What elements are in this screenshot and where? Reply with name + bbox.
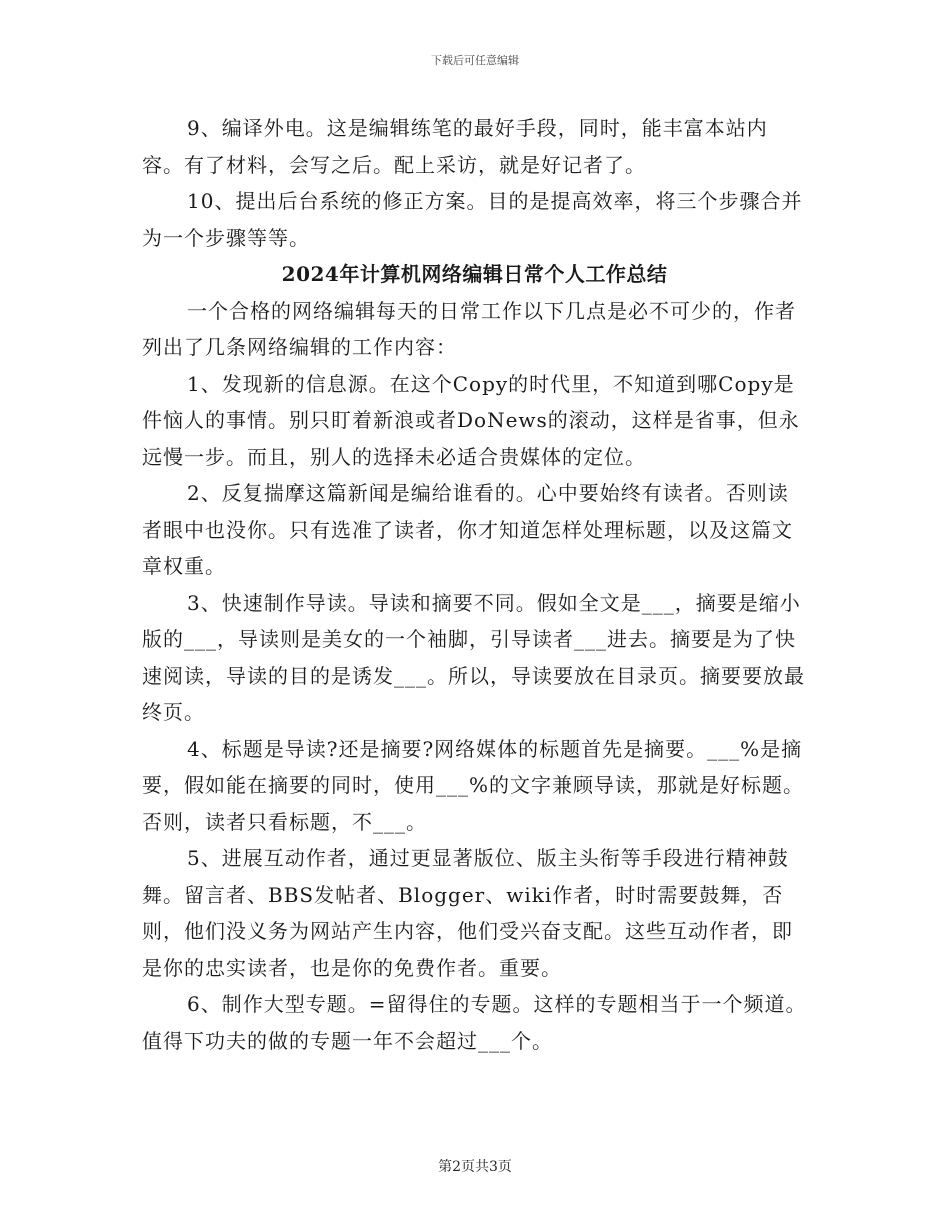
paragraph-item-10: 10、提出后台系统的修正方案。目的是提高效率，将三个步骤合并为一个步骤等等。 bbox=[142, 189, 803, 250]
section-title: 2024年计算机网络编辑日常个人工作总结 bbox=[281, 262, 668, 286]
paragraph-intro: 一个合格的网络编辑每天的日常工作以下几点是必不可少的，作者列出了几条网络编辑的工作内容： bbox=[142, 298, 796, 359]
paragraph-item-3: 3、快速制作导读。导读和摘要不同。假如全文是___，摘要是缩小版的___，导读则是美女的一个袖脚，引导读者___进去。摘要是为了快速阅读，导读的目的是诱发___。所以，导读要放在目录页。摘要要放最终页。 bbox=[142, 590, 805, 724]
paragraph-item-5: 5、进展互动作者，通过更显著版位、版主头衔等手段进行精神鼓舞。留言者、BBS发帖者、Blogger、wiki作者，时时需要鼓舞，否则，他们没义务为网站产生内容，他们受兴奋支配。这些互动作者，即是你的忠实读者，也是你的免费作者。重要。 bbox=[142, 846, 793, 980]
paragraph-item-1: 1、发现新的信息源。在这个Copy的时代里，不知道到哪Copy是件恼人的事情。别只盯着新浪或者DoNews的滚动，这样是省事，但永远慢一步。而且，别人的选择未必适合贵媒体的定位。 bbox=[142, 371, 800, 469]
page-header: 下载后可任意编辑 bbox=[431, 54, 519, 67]
paragraph-item-6: 6、制作大型专题。=留得住的专题。这样的专题相当于一个频道。值得下功夫的做的专题一年不会超过___个。 bbox=[142, 992, 807, 1053]
paragraph-item-9: 9、编译外电。这是编辑练笔的最好手段，同时，能丰富本站内容。有了材料，会写之后。配上采访，就是好记者了。 bbox=[142, 116, 768, 177]
paragraph-item-4: 4、标题是导读?还是摘要?网络媒体的标题首先是摘要。___%是摘要，假如能在摘要的同时，使用___%的文字兼顾导读，那就是好标题。否则，读者只看标题，不___。 bbox=[142, 736, 805, 834]
paragraph-item-2: 2、反复揣摩这篇新闻是编给谁看的。心中要始终有读者。否则读者眼中也没你。只有选准了读者，你才知道怎样处理标题，以及这篇文章权重。 bbox=[142, 481, 793, 578]
page-footer: 第2页共3页 bbox=[438, 1159, 512, 1175]
document-body bbox=[142, 110, 807, 1059]
